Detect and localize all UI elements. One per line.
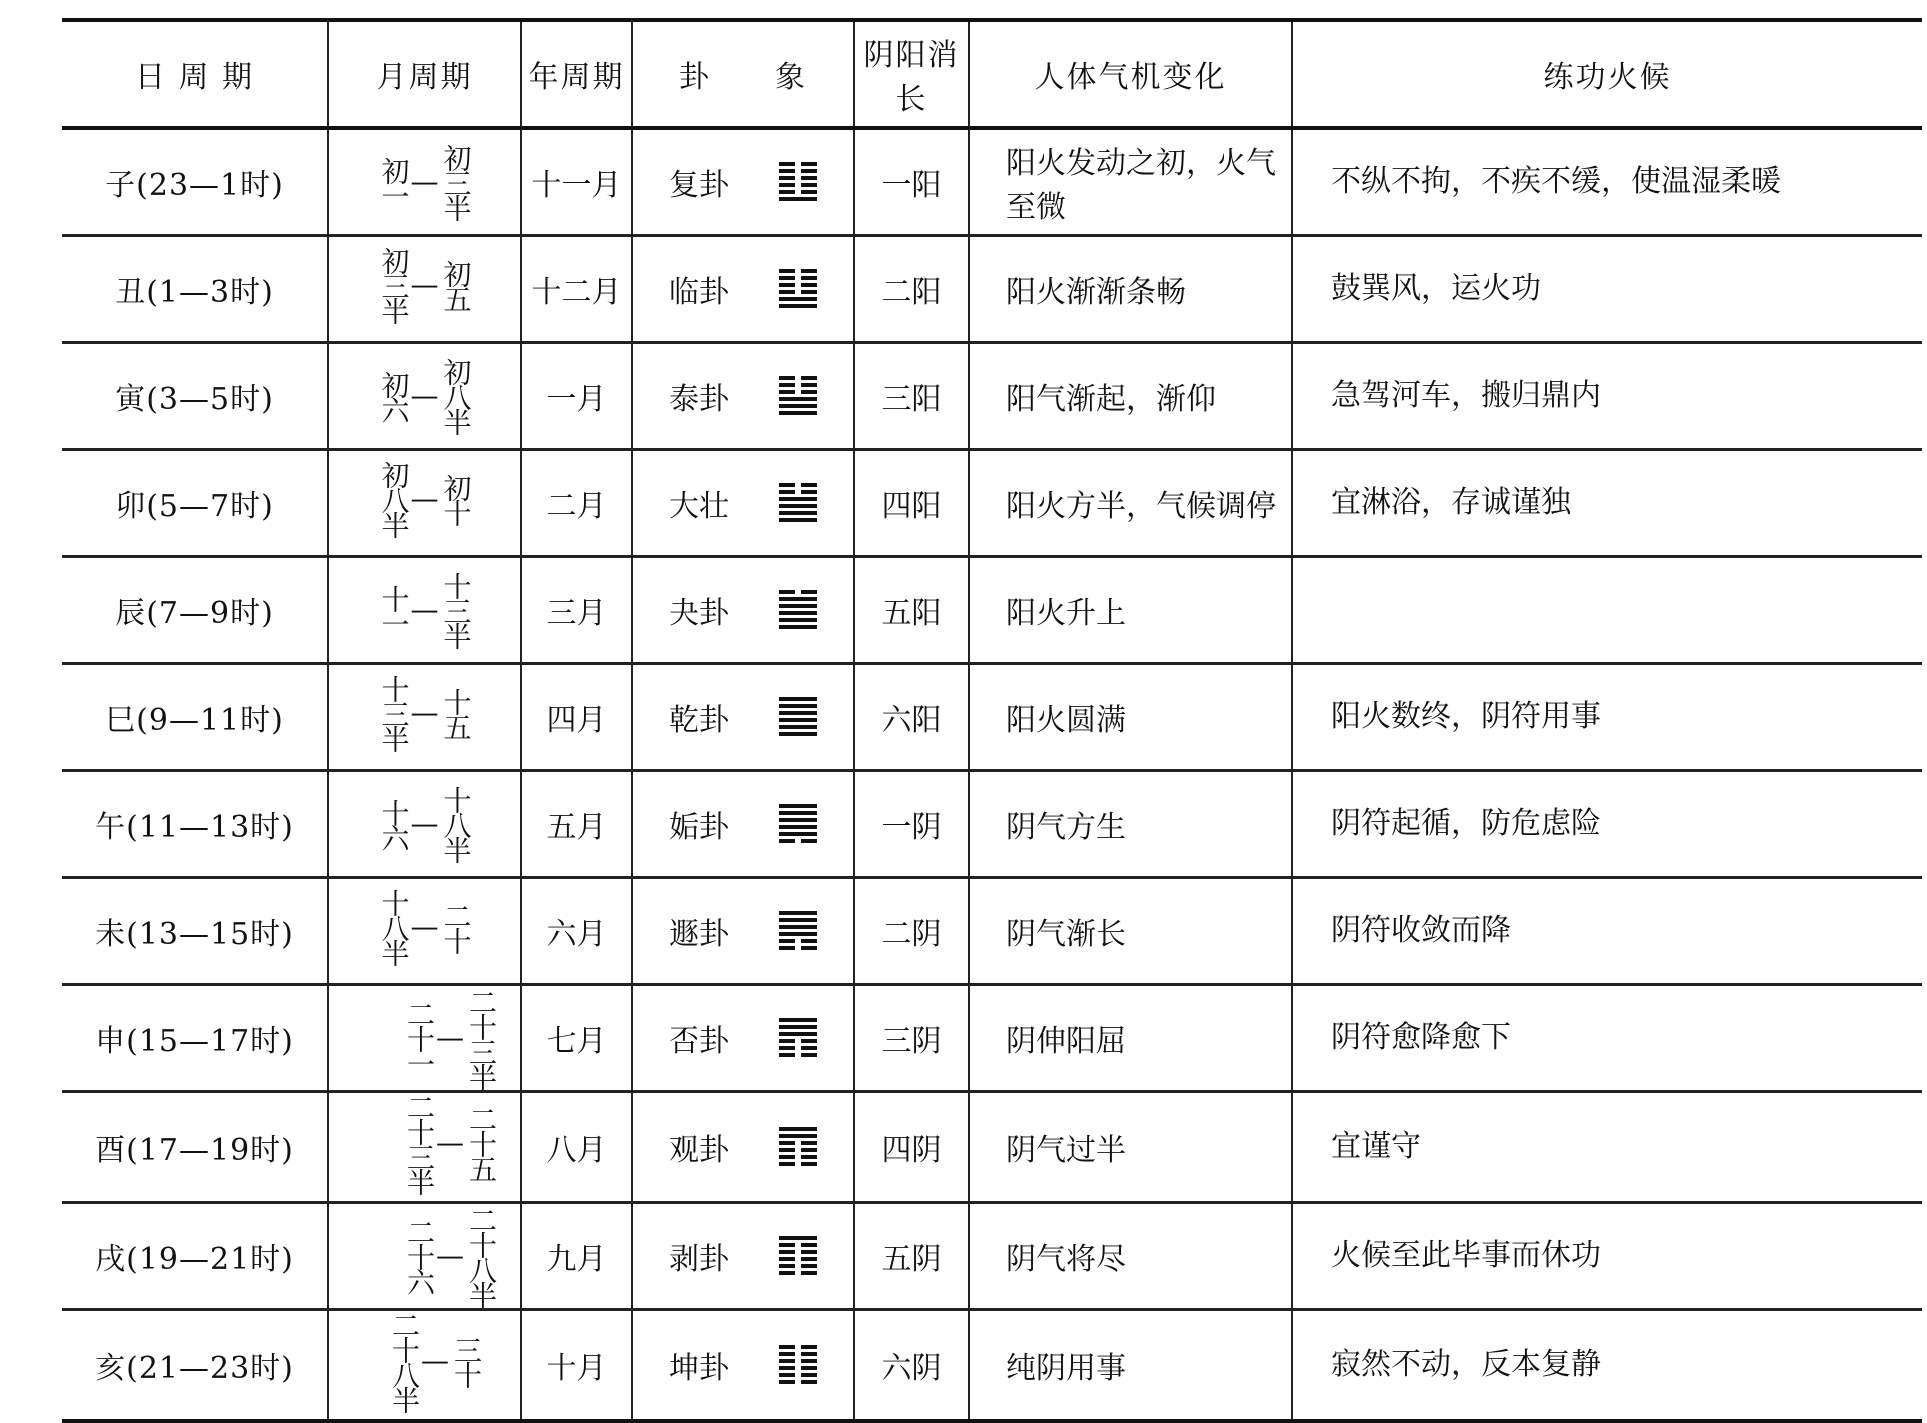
hexagram-name: 姤卦 — [669, 809, 729, 845]
yin-line — [779, 1141, 817, 1145]
hexagram-name: 坤卦 — [669, 1350, 729, 1386]
month-cycle-cell — [328, 770, 521, 877]
yang-line — [779, 1134, 817, 1138]
hexagram-cell — [632, 770, 854, 877]
qi-change-cell: 阳火圆满 — [969, 663, 1292, 770]
hexagram-name: 遯卦 — [669, 916, 729, 952]
yang-line — [779, 618, 817, 622]
header-yin-yang: 阴阳消长 — [854, 20, 969, 128]
hexagram-symbol-icon — [779, 697, 817, 736]
yin-line — [779, 1271, 817, 1275]
yang-line — [779, 1032, 817, 1036]
day-cycle-cell: 未(13—15时) — [95, 916, 294, 952]
yin-line — [779, 1345, 817, 1349]
year-cycle-cell: 六月 — [521, 877, 632, 984]
yin-line — [779, 190, 817, 194]
month-to: 二十三半 — [465, 987, 498, 1088]
yin-line — [779, 590, 817, 594]
range-dash: — — [410, 482, 439, 515]
practice-fire-cell — [1292, 556, 1922, 663]
yang-line — [779, 404, 817, 408]
yang-line — [779, 911, 817, 915]
hexagram-name: 夬卦 — [669, 595, 729, 631]
month-to: 二十八半 — [465, 1205, 498, 1306]
month-from: 二十三半 — [403, 1092, 436, 1193]
yin-yang-cell: 五阴 — [854, 1202, 969, 1309]
yang-line — [779, 811, 817, 815]
yin-yang-cell: 五阳 — [854, 556, 969, 663]
month-to: 十八半 — [439, 786, 473, 861]
hexagram-cell — [632, 449, 854, 556]
day-cycle-cell: 亥(21—23时) — [95, 1350, 294, 1386]
yin-line — [779, 1053, 817, 1057]
practice-fire-cell: 阳火数终，阴符用事 — [1292, 663, 1922, 770]
month-to: 初三半 — [439, 144, 473, 220]
month-cycle-cell — [328, 877, 521, 984]
hexagram-cell — [632, 984, 854, 1091]
month-range — [334, 572, 516, 647]
month-range — [329, 1206, 571, 1306]
yin-line — [779, 1359, 817, 1363]
year-cycle-cell: 七月 — [521, 984, 632, 1091]
yin-line — [779, 1250, 817, 1254]
year-cycle-cell: 八月 — [521, 1091, 632, 1202]
header-practice-fire: 练功火候 — [1292, 20, 1922, 128]
year-cycle-cell: 一月 — [521, 342, 632, 449]
yang-line — [779, 932, 817, 936]
yang-line — [779, 697, 817, 701]
yin-line — [779, 490, 817, 494]
year-cycle-cell: 十二月 — [521, 235, 632, 342]
hexagram-cell — [632, 235, 854, 342]
yang-line — [779, 732, 817, 736]
yin-line — [779, 376, 817, 380]
month-to: 三十 — [450, 1335, 483, 1386]
header-day-cycle: 日 周 期 — [62, 20, 328, 128]
yin-yang-cell: 四阳 — [854, 449, 969, 556]
yin-line — [779, 946, 817, 950]
yin-line — [779, 1039, 817, 1043]
yin-line — [779, 1264, 817, 1268]
yin-yang-cell: 六阳 — [854, 663, 969, 770]
yang-line — [779, 725, 817, 729]
month-cycle-cell — [328, 128, 521, 235]
range-dash: — — [421, 1344, 449, 1377]
day-cycle-cell: 午(11—13时) — [95, 809, 294, 845]
qi-change-cell: 阴气方生 — [969, 770, 1292, 877]
range-dash: — — [410, 807, 439, 840]
yin-line — [779, 162, 817, 166]
year-cycle-cell: 五月 — [521, 770, 632, 877]
yang-line — [779, 1025, 817, 1029]
qi-change-cell: 阳火升上 — [969, 556, 1292, 663]
table-body — [62, 128, 1922, 1421]
day-cycle-cell: 丑(1—3时) — [115, 274, 274, 310]
month-range — [334, 461, 516, 536]
yang-line — [779, 718, 817, 722]
yin-yang-cell: 二阴 — [854, 877, 969, 984]
qi-change-cell: 阴气渐长 — [969, 877, 1292, 984]
month-range — [329, 988, 571, 1088]
hexagram-name: 观卦 — [669, 1132, 729, 1168]
header-row — [62, 20, 1922, 128]
month-from: 初三半 — [377, 247, 411, 322]
practice-fire-cell: 阴符愈降愈下 — [1292, 984, 1922, 1091]
month-from: 二十八半 — [388, 1310, 421, 1411]
yin-yang-cell: 三阳 — [854, 342, 969, 449]
qi-change-cell: 阴气将尽 — [969, 1202, 1292, 1309]
month-cycle-cell — [328, 556, 521, 663]
hexagram-symbol-icon — [779, 1018, 817, 1057]
month-range — [334, 247, 516, 322]
month-from: 十一 — [377, 584, 411, 635]
yang-line — [779, 304, 817, 308]
table-row — [62, 1202, 1922, 1309]
hexagram-symbol-icon — [779, 269, 817, 308]
range-dash: — — [410, 268, 439, 301]
practice-fire-cell: 阴符起循，防危虑险 — [1292, 770, 1922, 877]
table-row — [62, 449, 1922, 556]
hexagram-cell — [632, 877, 854, 984]
yang-line — [779, 297, 817, 301]
hexagram-symbol-icon — [779, 162, 817, 201]
qi-change-cell: 阳火发动之初，火气至微 — [969, 128, 1292, 235]
hexagram-name: 否卦 — [669, 1023, 729, 1059]
header-hexagram: 卦 象 — [632, 20, 854, 128]
yang-line — [779, 832, 817, 836]
hexagram-name: 复卦 — [669, 167, 729, 203]
hexagram-cell — [632, 1309, 854, 1421]
month-cycle-cell — [328, 984, 521, 1091]
qi-change-cell: 纯阴用事 — [969, 1309, 1292, 1421]
header-qi-change: 人体气机变化 — [969, 20, 1292, 128]
month-cycle-cell — [328, 663, 521, 770]
yin-line — [779, 1243, 817, 1247]
month-from: 二十一 — [403, 1000, 436, 1075]
hexagram-name: 大壮 — [669, 488, 729, 524]
month-from: 初六 — [377, 370, 411, 421]
yang-line — [779, 604, 817, 608]
yin-yang-cell: 三阴 — [854, 984, 969, 1091]
month-range — [334, 144, 516, 219]
yin-yang-cell: 二阳 — [854, 235, 969, 342]
table-row — [62, 877, 1922, 984]
month-to: 二十 — [439, 901, 473, 952]
month-to: 初五 — [439, 259, 473, 310]
month-to: 十五 — [439, 687, 473, 738]
hexagram-symbol-icon — [779, 1345, 817, 1384]
hexagram-symbol-icon — [779, 804, 817, 843]
yin-line — [779, 483, 817, 487]
yin-line — [779, 1046, 817, 1050]
day-cycle-cell: 辰(7—9时) — [115, 595, 274, 631]
day-cycle-cell: 戌(19—21时) — [95, 1241, 294, 1277]
range-dash: — — [410, 165, 439, 199]
year-cycle-cell: 十一月 — [521, 128, 632, 235]
year-cycle-cell: 三月 — [521, 556, 632, 663]
yin-line — [779, 269, 817, 273]
yin-line — [779, 1373, 817, 1377]
year-cycle-cell: 二月 — [521, 449, 632, 556]
range-dash: — — [436, 1126, 464, 1159]
yin-line — [779, 176, 817, 180]
header-month-cycle: 月周期 — [328, 20, 521, 128]
qi-change-cell: 阴气过半 — [969, 1091, 1292, 1202]
hexagram-name: 临卦 — [669, 274, 729, 310]
hexagram-name: 剥卦 — [669, 1241, 729, 1277]
practice-fire-cell: 火候至此毕事而休功 — [1292, 1202, 1922, 1309]
year-cycle-cell: 四月 — [521, 663, 632, 770]
qi-change-cell: 阴伸阳屈 — [969, 984, 1292, 1091]
yang-line — [779, 597, 817, 601]
yin-line — [779, 183, 817, 187]
table-row — [62, 235, 1922, 342]
month-cycle-cell — [328, 449, 521, 556]
range-dash: — — [410, 696, 439, 729]
month-to: 初十 — [439, 473, 473, 524]
yang-line — [779, 925, 817, 929]
day-cycle-cell: 寅(3—5时) — [115, 381, 274, 417]
hexagram-name: 乾卦 — [669, 702, 729, 738]
year-cycle-cell: 九月 — [521, 1202, 632, 1309]
practice-fire-cell: 宜谨守 — [1292, 1091, 1922, 1202]
range-dash: — — [410, 379, 439, 412]
table-row — [62, 556, 1922, 663]
yin-line — [779, 839, 817, 843]
yin-line — [779, 939, 817, 943]
month-from: 初八半 — [377, 461, 411, 536]
month-range — [334, 786, 516, 861]
yin-line — [779, 1162, 817, 1166]
table-row — [62, 1309, 1922, 1421]
range-dash: — — [436, 1239, 464, 1272]
range-dash: — — [436, 1021, 464, 1054]
yang-line — [779, 1127, 817, 1131]
practice-fire-cell: 鼓巽风，运火功 — [1292, 235, 1922, 342]
yin-line — [779, 1257, 817, 1261]
qi-change-cell: 阳火方半，气候调停 — [969, 449, 1292, 556]
yang-line — [779, 1018, 817, 1022]
month-cycle-cell — [328, 1202, 521, 1309]
yang-line — [779, 818, 817, 822]
month-cycle-cell — [328, 1091, 521, 1202]
yin-line — [779, 1148, 817, 1152]
qi-change-cell: 阳火渐渐条畅 — [969, 235, 1292, 342]
practice-fire-cell: 不纵不拘，不疾不缓，使温湿柔暖 — [1292, 128, 1922, 235]
yang-line — [779, 518, 817, 522]
yang-line — [779, 411, 817, 415]
hexagram-name: 泰卦 — [669, 381, 729, 417]
yin-line — [779, 390, 817, 394]
table-row — [62, 342, 1922, 449]
hexagram-symbol-icon — [779, 911, 817, 950]
hexagram-cell — [632, 556, 854, 663]
yin-line — [779, 169, 817, 173]
yin-line — [779, 276, 817, 280]
month-from: 十三半 — [377, 675, 411, 750]
month-range — [334, 675, 516, 750]
month-range — [329, 1311, 541, 1411]
hexagram-symbol-icon — [779, 376, 817, 415]
yang-line — [779, 497, 817, 501]
month-cycle-cell — [328, 342, 521, 449]
hexagram-cell — [632, 128, 854, 235]
document-page — [62, 18, 1922, 1423]
hexagram-symbol-icon — [779, 1127, 817, 1166]
yin-yang-cell: 六阴 — [854, 1309, 969, 1421]
month-to: 初八半 — [439, 358, 473, 433]
yang-line — [779, 804, 817, 808]
yin-yang-cell: 一阴 — [854, 770, 969, 877]
hexagram-cell — [632, 1091, 854, 1202]
yin-line — [779, 1352, 817, 1356]
yang-line — [779, 511, 817, 515]
yang-line — [779, 918, 817, 922]
yang-line — [779, 625, 817, 629]
month-from: 十八半 — [377, 889, 411, 964]
yin-yang-cell: 一阳 — [854, 128, 969, 235]
table-row — [62, 1091, 1922, 1202]
practice-fire-cell: 急驾河车，搬归鼎内 — [1292, 342, 1922, 449]
yang-line — [779, 825, 817, 829]
month-range — [334, 358, 516, 433]
table-row — [62, 663, 1922, 770]
month-to: 十三半 — [439, 572, 473, 647]
hexagram-cell — [632, 1202, 854, 1309]
practice-fire-cell: 宜淋浴，存诚谨独 — [1292, 449, 1922, 556]
yin-line — [779, 383, 817, 387]
yang-line — [779, 704, 817, 708]
fire-timing-table — [62, 18, 1922, 1423]
day-cycle-cell: 申(15—17时) — [95, 1023, 294, 1059]
day-cycle-cell: 巳(9—11时) — [105, 702, 284, 738]
practice-fire-cell: 寂然不动，反本复静 — [1292, 1309, 1922, 1421]
yin-line — [779, 1155, 817, 1159]
table-row — [62, 128, 1922, 235]
day-cycle-cell: 子(23—1时) — [105, 167, 284, 203]
header-year-cycle: 年周期 — [521, 20, 632, 128]
yin-yang-cell: 四阴 — [854, 1091, 969, 1202]
hexagram-cell — [632, 663, 854, 770]
yin-line — [779, 290, 817, 294]
month-cycle-cell — [328, 235, 521, 342]
yin-line — [779, 1366, 817, 1370]
yang-line — [779, 711, 817, 715]
yin-line — [779, 1380, 817, 1384]
year-cycle-cell: 十月 — [521, 1309, 632, 1421]
practice-fire-cell: 阴符收敛而降 — [1292, 877, 1922, 984]
table-row — [62, 984, 1922, 1091]
hexagram-symbol-icon — [779, 590, 817, 629]
month-from: 二十六 — [403, 1218, 436, 1293]
month-from: 初一 — [377, 156, 411, 207]
hexagram-cell — [632, 342, 854, 449]
month-from: 十六 — [377, 798, 411, 849]
range-dash: — — [410, 910, 439, 943]
yang-line — [779, 611, 817, 615]
table-row — [62, 770, 1922, 877]
qi-change-cell: 阳气渐起，渐仰 — [969, 342, 1292, 449]
month-to: 二十五 — [465, 1105, 498, 1180]
yang-line — [779, 504, 817, 508]
hexagram-symbol-icon — [779, 1236, 817, 1275]
month-cycle-cell — [328, 1309, 521, 1421]
day-cycle-cell: 酉(17—19时) — [95, 1132, 294, 1168]
yang-line — [779, 197, 817, 201]
day-cycle-cell: 卯(5—7时) — [115, 488, 274, 524]
yin-line — [779, 283, 817, 287]
yang-line — [779, 1236, 817, 1240]
range-dash: — — [410, 593, 439, 626]
yang-line — [779, 397, 817, 401]
month-range — [329, 1093, 571, 1193]
hexagram-symbol-icon — [779, 483, 817, 522]
month-range — [334, 889, 516, 964]
